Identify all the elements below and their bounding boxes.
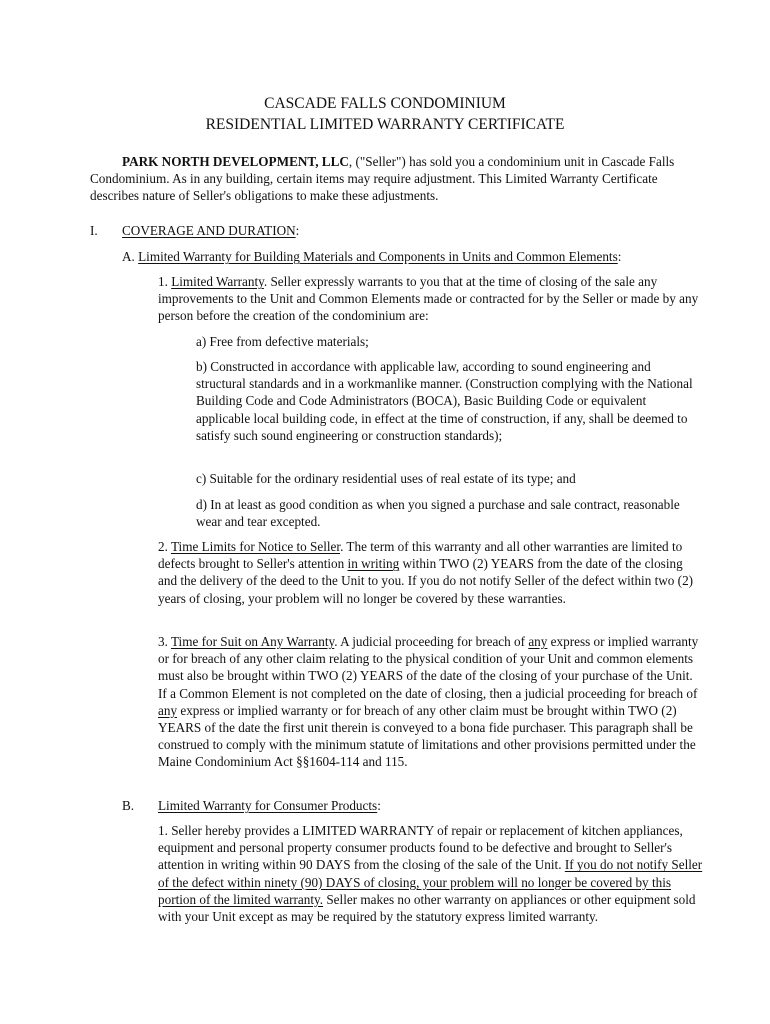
section-b-item-1-paragraph — [158, 822, 703, 925]
seller-company-name: PARK NORTH DEVELOPMENT, LLC — [122, 154, 349, 169]
item-3-text-b: express or implied warranty or for breach of any other claim relating to the physical condition of your Unit and common elements must also be brought within TWO (2) YEARS of the date of the closing of your purchase of the Unit. If a Common Element is not completed on the date of closing, then a judicial proceeding for breach of — [158, 634, 699, 701]
item-3-text-c: express or implied warranty or for breach of any other claim must be brought within TWO (2) YEARS of the date the first unit therein is conveyed to a bona fide purchaser. This paragraph shall be construed to comply with the minimum statute of limitations and other provisions permitted under the Maine Condominium Act §§1604-114 and 115. — [158, 702, 696, 770]
item-2-in-writing: in writing — [347, 556, 400, 572]
section-b-suffix: : — [377, 798, 381, 813]
section-b-item-1-underlined: If you do not notify Seller of the defect within ninety (90) DAYS of closing, your problem will no longer be covered by this portion of the limited warranty. — [158, 857, 703, 907]
section-b-title: Limited Warranty for Consumer Products — [158, 798, 378, 813]
item-3-prefix: 3. — [158, 634, 171, 649]
intro-text: , ("Seller") has sold you a condominium unit in Cascade Falls Condominium. As in any building, certain items may require adjustment. This Limited Warranty Certificate describes nature of Seller's obligations to make these adjustments. — [90, 154, 675, 204]
subsection-a-suffix: : — [617, 249, 622, 264]
item-2-paragraph — [158, 538, 703, 607]
section-1-title-suffix: : — [295, 223, 300, 238]
item-1a-paragraph: a) Free from defective materials; — [196, 334, 369, 349]
item-1c-paragraph: c) Suitable for the ordinary residential uses of real estate of its type; and — [196, 471, 576, 486]
item-2-heading: Time Limits for Notice to Seller — [170, 539, 341, 554]
item-3-any-1: any — [528, 634, 548, 649]
subsection-a-label: A. — [122, 249, 139, 264]
section-b-item-1-text-a: 1. Seller hereby provides a LIMITED WARRANTY of repair or replacement of kitchen appliances, equipment and personal property consumer products found to be defective and brought to Seller's attention in writing within 90 DAYS from the closing of the sale of the Unit. — [158, 823, 683, 873]
section-b-item-1-text-b: Seller makes no other warranty on appliances or other equipment sold with your Unit except as may be required by the statutory express limited warranty. — [158, 891, 696, 925]
item-3-any-2: any — [158, 702, 178, 718]
intro-paragraph — [90, 153, 690, 205]
item-2-text-a: . The term of this warranty and all other warranties are limited to defects brought to Seller's attention — [158, 539, 683, 572]
section-b-number: B. — [122, 798, 135, 813]
section-1-title: COVERAGE AND DURATION — [122, 223, 296, 238]
item-1-paragraph — [158, 273, 703, 325]
document-title-line1: CASCADE FALLS CONDOMINIUM — [264, 95, 506, 112]
subsection-a-heading — [122, 248, 702, 265]
item-2-prefix: 2. — [158, 539, 171, 554]
item-2-text-b: within TWO (2) YEARS from the date of the closing and the delivery of the deed to the Unit to you. If you do not notify Seller of the defect within two (2) years of closing, your problem will no longer be covered by these warranties. — [158, 556, 694, 606]
item-3-paragraph — [158, 633, 703, 771]
section-1-number: I. — [90, 223, 98, 238]
item-1b-paragraph: b) Constructed in accordance with applicable law, according to sound engineering and structural standards and in a workmanlike manner. (Construction complying with the National Building Code and Code Administrators (BOCA), Basic Building Code or equivalent applicable local building code, in effect at the time of construction, if any, shall be deemed to satisfy such sound engineering or construction standards); — [196, 359, 693, 443]
item-1d-paragraph: d) In at least as good condition as when you signed a purchase and sale contract, reasonable wear and tear excepted. — [196, 497, 680, 530]
document-title-line2: RESIDENTIAL LIMITED WARRANTY CERTIFICATE — [205, 116, 565, 133]
item-3-heading: Time for Suit on Any Warranty — [170, 634, 335, 649]
item-3-text-a: . A judicial proceeding for breach of — [334, 634, 529, 649]
item-1-prefix: 1. — [158, 274, 172, 289]
item-1-heading: Limited Warranty — [171, 274, 264, 289]
subsection-a-title: Limited Warranty for Building Materials and Components in Units and Common Elements — [138, 249, 618, 264]
section-1-heading — [90, 222, 690, 239]
section-b-heading — [122, 797, 702, 814]
item-1-text: . Seller expressly warrants to you that at the time of closing of the sale any improvements to the Unit and Common Elements made or contracted for by the Seller or made by any person before the creation of the condominium are: — [158, 274, 699, 324]
